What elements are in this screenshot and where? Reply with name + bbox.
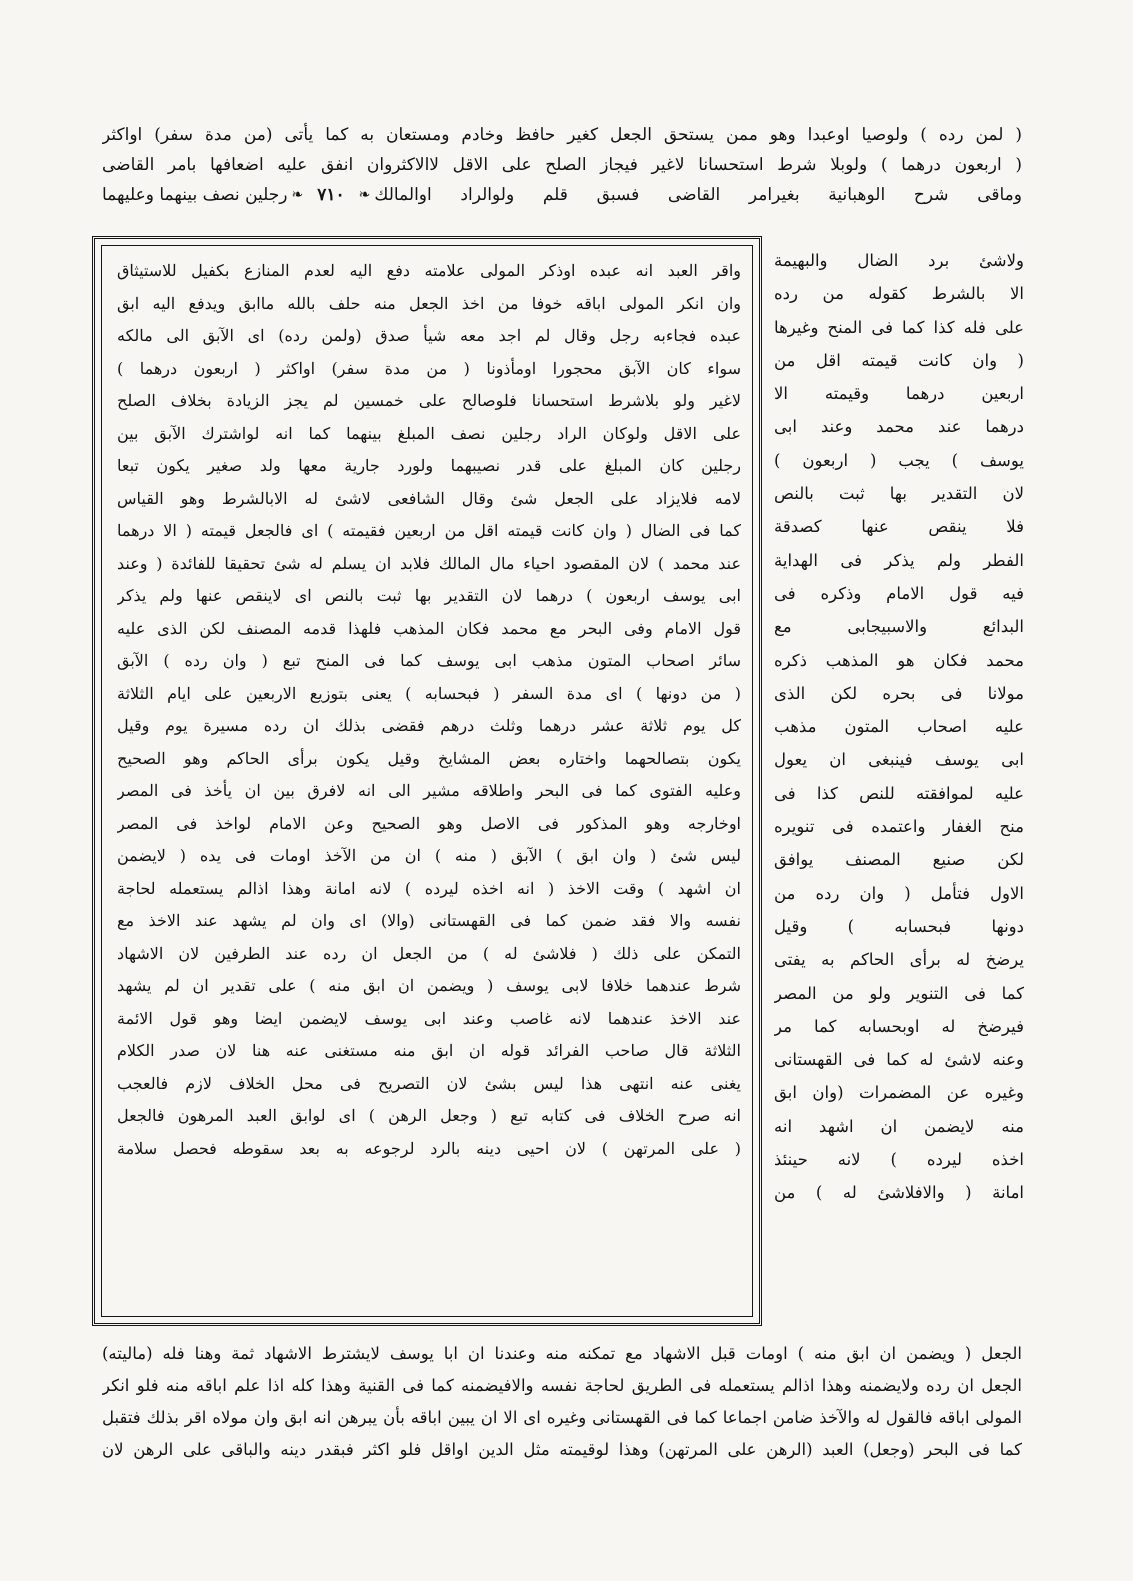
side-commentary-line: امانة ( والافلاشئ له ) من (774, 1183, 1024, 1203)
ornament-icon: ❧ (291, 187, 304, 203)
side-commentary-line: كما فى التنوير ولو من المصر (774, 983, 1024, 1003)
main-text-line: نفسه والا فقد ضمن كما فى القهستانى (والا) اى وان لم يشهد عند الاخذ مع (117, 911, 741, 930)
main-text-line: شرط عندهما خلافا لابى يوسف ( ويضمن ان ابق منه ) على تقدير ان لم يشهد (117, 976, 741, 995)
side-commentary-line: ( وان كانت قيمته اقل من (774, 350, 1024, 370)
side-commentary-line: درهما عند محمد وعند ابى (774, 417, 1024, 437)
bottom-commentary-line: الجعل ( ويضمن ان ابق منه ) اومات قبل الاشهاد مع تمكنه منه وعندنا ان ابا يوسف لايشترط الاشهاد ثمة وهنا فله (ماليته) (102, 1344, 1022, 1363)
main-text-line: عبده فجاءبه رجل وقال لم اجد معه شيأ صدق (ولمن رده) اى الآبق الى مالكه (117, 326, 741, 345)
bottom-commentary-line: المولى اباقه فالقول له والآخذ ضامن اجماعا كما فى القهستانى وغيره اى الا ان يبين اباقه بأن يبرهن انه ابق وان مولاه اقر بذلك فتقبل (102, 1408, 1022, 1427)
side-margin-commentary (774, 244, 1024, 1210)
main-text-line: ( من دونها ) اى مدة السفر ( فبحسابه ) يعنى بتوزيع الاربعين على ايام الثلاثة (117, 683, 741, 703)
main-text-frame (92, 236, 762, 1326)
side-commentary-line: مولانا فى بحره لكن الذى (774, 683, 1024, 703)
side-commentary-line: لان التقدير بها ثبت بالنص (774, 484, 1024, 504)
top-margin-commentary (102, 120, 1022, 210)
ornament-icon: ❧ (358, 187, 371, 203)
side-commentary-line: اربعين درهما وقيمته الا (774, 384, 1024, 404)
main-text-line: على الاقل ولوكان الراد رجلين نصف المبلغ بينهما كما انه لواشترك الآبق بين (117, 423, 741, 443)
side-commentary-line: عليه لموافقته للنص كذا فى (774, 783, 1024, 803)
main-text-line: اوخارجه وهو المذكور فى الاصل وهو الصحيح وعن الامام لواخذ فى المصر (117, 813, 741, 833)
side-commentary-line: فيرضخ له اوبحسابه كما مر (774, 1016, 1024, 1036)
main-text-line: يكون بتصالحهما واختاره بعض المشايخ وقيل يكون برأى الحاكم وهو الصحيح (117, 748, 741, 768)
header-left-text: رجلين نصف بينهما وعليهما (102, 185, 288, 205)
side-commentary-line: ولاشئ برد الضال والبهيمة (774, 251, 1024, 270)
main-text-line: ليس شئ ( وان ابق ) الآبق ( منه ) ان من الآخذ اومات فى يده ( لايضمن (117, 846, 741, 865)
bottom-commentary-line: كما فى البحر (وجعل) العبد (الرهن على المرتهن) وهذا لوقيمته مثل الدين اواقل فلو اكثر فبقدر دينه والباقى على الرهن لان (102, 1440, 1022, 1459)
main-text-line: ابى يوسف اربعون ) درهما لان التقدير بها ثبت بالنص اى لاينقص عنها ولم يذكر (117, 586, 741, 605)
side-commentary-line: البدائع والاسبيجابى مع (774, 617, 1024, 637)
side-commentary-line: عليه اصحاب المتون مذهب (774, 717, 1024, 737)
side-commentary-line: الا بالشرط كقوله من رده (774, 284, 1024, 304)
main-text-line: ( على المرتهن ) لان احيى دينه بالرد لرجوعه به بعد سقوطه فحصل سلامة (117, 1138, 741, 1158)
top-line: ( اربعون درهما ) ولوبلا شرط استحسانا لاغير فيجاز الصلح على الاقل لاالاكثروان انفق عليه اضعافها بامر القاضى (102, 155, 1022, 175)
side-commentary-line: وعنه لاشئ له كما فى القهستانى (774, 1050, 1024, 1070)
side-commentary-line: منه لايضمن ان اشهد انه (774, 1116, 1024, 1136)
side-commentary-line: منح الغفار واعتمده فى تنويره (774, 817, 1024, 837)
main-text-line: قول الامام وفى البحر مع محمد فكان المذهب فلهذا قدمه المصنف لكن الذى عليه (117, 618, 741, 638)
side-commentary-line: يرضخ له برأى الحاكم به يفتى (774, 950, 1024, 970)
side-commentary-line: وغيره عن المضمرات (وان ابق (774, 1083, 1024, 1103)
running-header (102, 180, 1022, 210)
main-text-line: الثلاثة قال صاحب الفرائد قوله ان ابق منه مستغنى عنه هنا لان صدر الكلام (117, 1041, 741, 1060)
main-text-line: ان اشهد ) وقت الاخذ ( انه اخذه ليرده ) لانه امانة وهذا اذالم يستعمله لحاجة (117, 878, 741, 898)
side-commentary-line: الاول فتأمل ( وان رده من (774, 883, 1024, 903)
main-text-line: سواء كان الآبق محجورا اومأذونا ( من مدة سفر) اواكثر ( اربعون درهما ) (117, 358, 741, 378)
side-commentary-line: فيه قول الامام وذكره فى (774, 583, 1024, 603)
side-commentary-line: لكن صنيع المصنف يوافق (774, 850, 1024, 870)
main-text-line: عند الاخذ عندهما لانه غاصب وعند ابى يوسف لايضمن ايضا وهو قول الائمة (117, 1008, 741, 1028)
side-commentary-line: فلا ينقص عنها كصدقة (774, 517, 1024, 537)
main-text-line: كما فى الضال ( وان كانت قيمته اقل من اربعين فقيمته ) اى فالجعل قيمته ( الا درهما (117, 521, 741, 540)
bottom-commentary-line: الجعل ان رده ولايضمنه وهذا اذالم يستعمله فى الطريق لحاجة نفسه والافيضمنه كما فى القنية وهذا كله اذا علم اباقه منه فلو انكر (102, 1376, 1022, 1395)
side-commentary-line: محمد فكان هو المذهب ذكره (774, 650, 1024, 670)
main-text-line: وعليه الفتوى كما فى البحر واطلاقه مشير الى انه لافرق بين ان يأخذ فى المصر (117, 781, 741, 800)
main-text-line: لامه فلايزاد على الجعل شئ وقال الشافعى لاشئ له الابالشرط وهو القياس (117, 488, 741, 508)
side-commentary-line: اخذه ليرده ) لانه حينئذ (774, 1150, 1024, 1170)
main-text-line: انه صرح الخلاف فى كتابه تبع ( وجعل الرهن ) اى لوابق العبد المرهون فالجعل (117, 1106, 741, 1125)
main-text-line: وان انكر المولى اباقه خوفا من اخذ الجعل منه حلف بالله ماابق ويدفع اليه ابق (117, 293, 741, 313)
page-number: ٧١٠ (317, 185, 345, 205)
main-text-line: واقر العبد انه عبده اوذكر المولى علامته دفع اليه لعدم المنازع بكفيل للاستيثاق (117, 261, 741, 280)
main-text-line: عند محمد ) لان المقصود احياء مال المالك فلابد ان يسلم له شئ تحقيقا للفائدة ( وعند (117, 553, 741, 573)
top-line: ( لمن رده ) ولوصيا اوعبدا وهو ممن يستحق الجعل كغير حافظ وخادم ومستعان به كما يأتى (من مدة سفر) اواكثر (102, 125, 1022, 145)
side-commentary-line: يوسف ) يجب ( اربعون ) (774, 450, 1024, 470)
side-commentary-line: ابى يوسف فينبغى ان يعول (774, 750, 1024, 770)
header-right-text: وماقى شرح الوهبانية بغيرامر القاضى فسبق قلم ولوالراد اوالمالك (374, 185, 1022, 205)
main-text-line: سائر اصحاب المتون مذهب ابى يوسف كما فى المنح تبع ( وان رده ) الآبق (117, 651, 741, 670)
main-text (117, 255, 741, 1165)
bottom-margin-commentary (102, 1338, 1022, 1466)
main-text-line: رجلين كان المبلغ على قدر نصيبهما ولورد جارية معها ولد صغير يكون تبعا (117, 456, 741, 475)
side-commentary-line: الفطر ولم يذكر فى الهداية (774, 550, 1024, 570)
side-commentary-line: دونها فبحسابه ) وقيل (774, 916, 1024, 936)
side-commentary-line: على فله كذا كما فى المنح وغيرها (774, 317, 1024, 337)
main-text-line: كل يوم ثلاثة عشر درهما وثلث درهم فقضى بذلك ان رده مسيرة يوم وقيل (117, 716, 741, 735)
main-text-line: يغنى عنه انتهى هذا ليس بشئ لان التصريح فى محل الخلاف لازم فالعجب (117, 1073, 741, 1093)
main-text-line: لاغير ولو بلاشرط استحسانا فلوصالح على خمسين لم يجز الزيادة بخلاف الصلح (117, 391, 741, 410)
main-text-line: التمكن على ذلك ( فلاشئ له ) من الجعل ان رده عند الطرفين لان الاشهاد (117, 943, 741, 963)
